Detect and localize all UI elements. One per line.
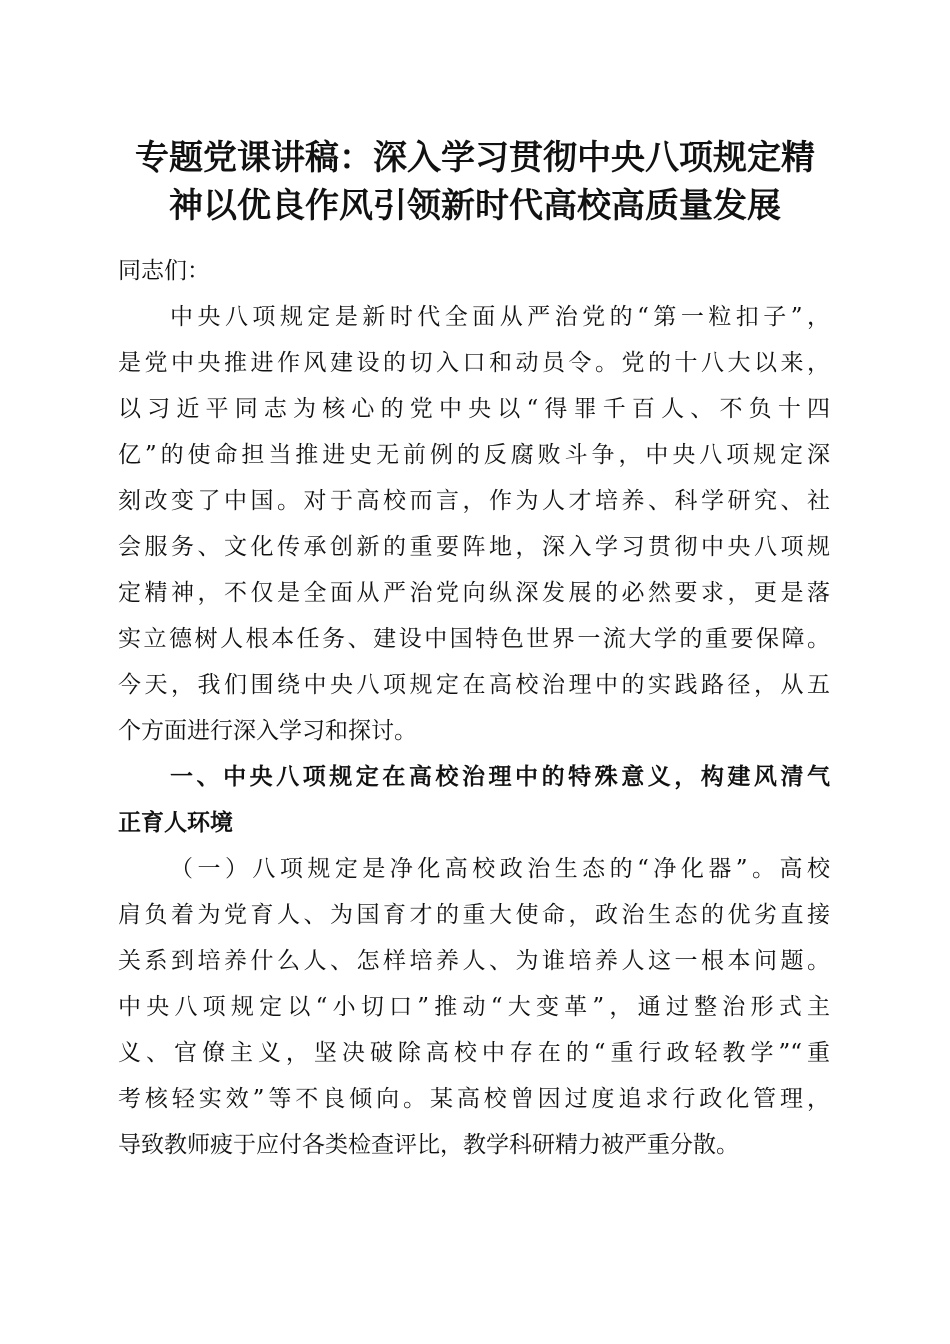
paragraph-line: 刻改变了中国。对于高校而言，作为人才培养、科学研究、社 (118, 488, 830, 514)
heading-line: 一、中央八项规定在高校治理中的特殊意义，构建风清气 (170, 764, 830, 790)
heading-line: 正育人环境 (118, 810, 233, 836)
section-heading-1 (118, 754, 830, 846)
paragraph-line: 考核轻实效”等不良倾向。某高校曾因过度追求行政化管理， (118, 1086, 830, 1112)
paragraph-line: （一）八项规定是净化高校政治生态的“净化器”。高校 (170, 856, 830, 882)
paragraph-line: 中央八项规定以“小切口”推动“大变革”，通过整治形式主 (118, 994, 830, 1020)
paragraph-line: 个方面进行深入学习和探讨。 (118, 718, 417, 744)
paragraph-line: 肩负着为党育人、为国育才的重大使命，政治生态的优劣直接 (118, 902, 830, 928)
paragraph-line: 是党中央推进作风建设的切入口和动员令。党的十八大以来， (118, 350, 830, 376)
document-title (110, 134, 840, 230)
paragraph-1 (118, 294, 830, 754)
paragraph-line: 以习近平同志为核心的党中央以“得罪千百人、不负十四 (118, 396, 830, 422)
paragraph-line: 定精神，不仅是全面从严治党向纵深发展的必然要求，更是落 (118, 580, 830, 606)
paragraph-line: 中央八项规定是新时代全面从严治党的“第一粒扣子”， (170, 304, 830, 330)
paragraph-line: 今天，我们围绕中央八项规定在高校治理中的实践路径，从五 (118, 672, 830, 698)
paragraph-line: 关系到培养什么人、怎样培养人、为谁培养人这一根本问题。 (118, 948, 830, 974)
paragraph-line: 实立德树人根本任务、建设中国特色世界一流大学的重要保障。 (118, 626, 830, 652)
title-line-2: 神以优良作风引领新时代高校高质量发展 (169, 186, 781, 226)
paragraph-2 (118, 846, 830, 1168)
paragraph-line: 导致教师疲于应付各类检查评比，教学科研精力被严重分散。 (118, 1132, 739, 1158)
paragraph-line: 会服务、文化传承创新的重要阵地，深入学习贯彻中央八项规 (118, 534, 830, 560)
paragraph-line: 义、官僚主义，坚决破除高校中存在的“重行政轻教学”“重 (118, 1040, 830, 1066)
paragraph-line: 亿”的使命担当推进史无前例的反腐败斗争，中央八项规定深 (118, 442, 830, 468)
document-body (118, 248, 830, 1168)
title-line-1: 专题党课讲稿：深入学习贯彻中央八项规定精 (135, 138, 815, 178)
salutation: 同志们： (118, 258, 210, 284)
